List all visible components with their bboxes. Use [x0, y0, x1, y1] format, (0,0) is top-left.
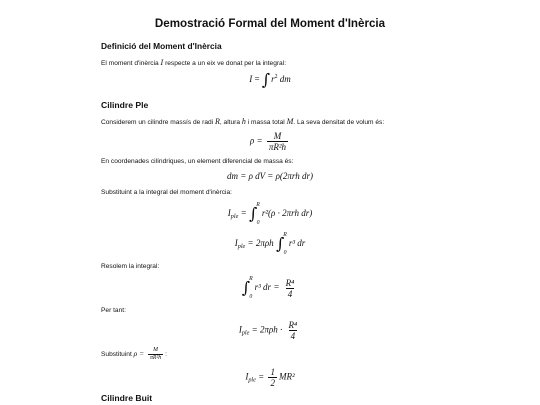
coords-text: En coordenades cilíndriques, un element diferencial de massa és: [101, 158, 294, 165]
substitution-2-text [101, 347, 167, 361]
section-heading-solid-cylinder: Cilindre Ple [101, 100, 149, 110]
integral-limits [283, 232, 287, 256]
section-heading-hollow-cylinder: Cilindre Buit [101, 393, 153, 403]
density-equation [0, 131, 540, 152]
definition-equation: $I = \int r^2$ dm [249, 70, 291, 89]
subst2-a: Substituint [101, 350, 132, 358]
height-symbol: h [241, 117, 246, 126]
inertia-equation-1: $I_{ple}$ = ∫ R 0 r²(ρ · 2πrh dr) [227, 202, 313, 226]
ip3-num: R⁴ [288, 320, 298, 330]
ip3-lhs: I [238, 324, 242, 335]
radius-symbol: R [215, 117, 220, 126]
substitution-text: Substituint a la integral del moment d'inèrcia: [101, 189, 233, 196]
ip1-sub: ple [230, 213, 239, 221]
result-fraction [284, 278, 297, 299]
integral-limits [249, 276, 253, 300]
integral-sign: ∫ [261, 70, 271, 89]
integral-result-equation [0, 276, 540, 300]
upper-limit: R [256, 202, 260, 208]
page-title: Demostració Formal del Moment d'Inèrcia [154, 17, 386, 30]
eq-lhs: I [249, 74, 253, 85]
subst2-num: M [153, 347, 158, 353]
definition-intro-text-a: El moment d'inèrcia [101, 60, 159, 67]
ip3-den: 4 [290, 331, 296, 341]
ip2-body: r³ dr [288, 238, 306, 249]
solid-intro-b: , altura [219, 119, 241, 126]
lower-limit: 0 [256, 220, 260, 226]
ip3-fraction [287, 320, 300, 341]
solve-text: Resolem la integral: [101, 263, 160, 270]
final-sub: ple [248, 376, 256, 384]
eq-dm: dm [279, 74, 291, 85]
final-eq-sign: = [258, 371, 265, 382]
solid-intro-d: . La seva densitat de volum és: [293, 119, 385, 126]
subst2-rho: ρ = [133, 348, 145, 358]
final-den: 2 [270, 378, 275, 388]
thus-text: Per tant: [101, 307, 126, 314]
eq-exp: 2 [274, 74, 278, 81]
result-den: 4 [287, 288, 293, 299]
inertia-equation-2 [0, 232, 540, 256]
subst2-fraction [148, 347, 163, 361]
solid-intro [101, 117, 384, 126]
ip3-sub: ple [241, 329, 250, 337]
eq-r: r [271, 74, 275, 85]
integral-limits [256, 202, 260, 226]
int-body: r³ dr = [254, 282, 280, 293]
final-rhs: MR² [278, 371, 295, 382]
lower-limit: 0 [249, 294, 253, 300]
subst2-den: πR²h [150, 354, 162, 361]
definition-intro-text-b: respecte a un eix ve donat per la integral: [165, 60, 287, 67]
final-num: 1 [270, 367, 275, 377]
solid-intro-a: Considerem un cilindre massís de radi [101, 119, 214, 126]
density-lhs: ρ = [249, 135, 263, 146]
ip2-sub: ple [237, 243, 246, 251]
density-fraction [267, 131, 288, 152]
density-num: M [273, 131, 282, 141]
ip2-lhs: I [234, 238, 238, 249]
final-equation [0, 367, 540, 388]
section-heading-definition: Definició del Moment d'Inèrcia [101, 41, 222, 51]
integral-sign: ∫ [248, 204, 258, 223]
subst2-b: : [165, 350, 167, 358]
ip2-mid: = 2πρh [247, 238, 274, 249]
definition-intro [101, 58, 286, 67]
final-fraction [268, 367, 277, 388]
lower-limit: 0 [283, 250, 287, 256]
mass-symbol: M [286, 117, 294, 126]
solid-intro-c: i massa total [247, 119, 285, 126]
final-lhs: I [245, 371, 249, 382]
integral-sign: ∫ [275, 234, 285, 253]
dm-equation: dm = ρ dV = ρ(2πrh dr) [227, 171, 313, 181]
density-den: πR²h [268, 142, 287, 152]
result-num: R⁴ [285, 277, 295, 288]
ip1-lhs: I [227, 208, 231, 219]
ip3-mid: = 2πρh · [251, 324, 283, 335]
inertia-equation-3 [0, 320, 540, 341]
upper-limit: R [283, 232, 287, 238]
upper-limit: R [249, 276, 253, 282]
integral-sign: ∫ [241, 278, 251, 297]
ip1-body: r²(ρ · 2πrh dr) [261, 208, 313, 219]
inertia-symbol: I [160, 58, 164, 67]
